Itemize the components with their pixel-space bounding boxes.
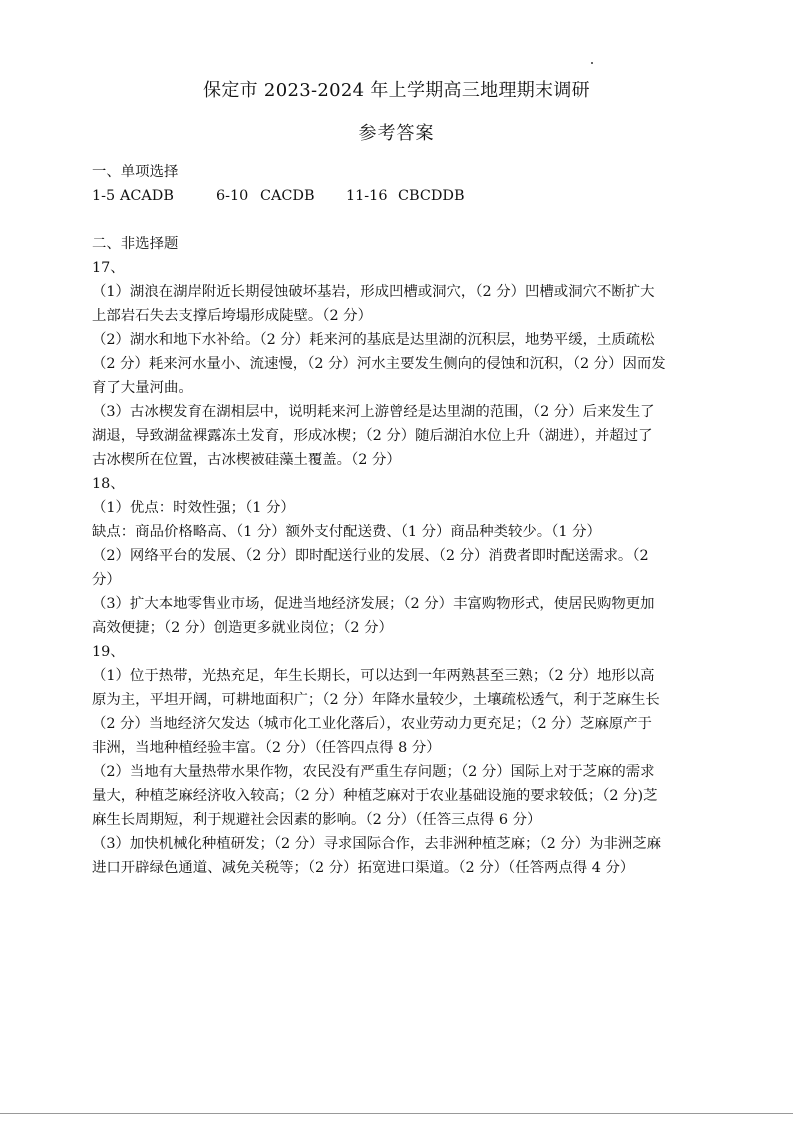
answer-line: （3）古冰楔发育在湖相层中，说明耗来河上游曾经是达里湖的范围，（2 分）后来发生了: [92, 404, 655, 420]
answer-line: 分）: [92, 572, 121, 588]
page-bottom-rule: [0, 1113, 793, 1114]
answer-line: 19、: [92, 644, 125, 660]
mc-range-1: 1-5: [92, 188, 116, 204]
answer-line: 量大，种植芝麻经济收入较高；（2 分）种植芝麻对于农业基础设施的要求较低；（2 分)芝: [92, 788, 658, 804]
answer-line: 17、: [92, 260, 125, 276]
answer-line: （2 分）耗来河水量小、流速慢，（2 分）河水主要发生侧向的侵蚀和沉积，（2 分）因而发: [92, 356, 666, 372]
document-title: 保定市 2023-2024 年上学期高三地理期末调研: [203, 80, 590, 101]
answer-line: （2）当地有大量热带水果作物，农民没有严重生存问题；（2 分）国际上对于芝麻的需求: [92, 764, 655, 780]
mc-answers-1: ACADB: [120, 188, 174, 204]
free-response-answers: [92, 256, 724, 880]
answer-line: （1）优点：时效性强；（1 分）: [92, 500, 295, 516]
answer-line: 非洲，当地种植经验丰富。（2 分）（任答四点得 8 分）: [92, 740, 441, 756]
answer-line: （2）网络平台的发展、（2 分）即时配送行业的发展、（2 分）消费者即时配送需求。（2: [92, 548, 649, 564]
scan-dot: [591, 62, 593, 64]
answer-line: （1）湖浪在湖岸附近长期侵蚀破坏基岩，形成凹槽或洞穴，（2 分）凹槽或洞穴不断扩大: [92, 284, 655, 300]
answer-line: （2 分）当地经济欠发达（城市化工业化落后），农业劳动力更充足；（2 分）芝麻原产于: [92, 716, 652, 732]
answer-line: （3）扩大本地零售业市场，促进当地经济发展；（2 分）丰富购物形式，使居民购物更加: [92, 596, 655, 612]
answer-line: （2）湖水和地下水补给。（2 分）耗来河的基底是达里湖的沉积层，地势平缓，土质疏松: [92, 332, 655, 348]
answer-line: 湖退，导致湖盆裸露冻土发育，形成冰楔；（2 分）随后湖泊水位上升（湖进），并超过了: [92, 428, 653, 444]
answer-line: 进口开辟绿色通道、减免关税等；（2 分）拓宽进口渠道。（2 分）（任答两点得 4 分）: [92, 860, 635, 876]
answer-line: 麻生长周期短，利于规避社会因素的影响。（2 分）（任答三点得 6 分）: [92, 812, 542, 828]
answer-line: （3）加快机械化种植研发；（2 分）寻求国际合作，去非洲种植芝麻；（2 分）为非洲芝麻: [92, 836, 662, 852]
document-subtitle: 参考答案: [358, 123, 435, 144]
mc-range-3: 11-16: [346, 188, 388, 204]
answer-line: 18、: [92, 476, 125, 492]
section-heading-multiple-choice: 一、单项选择: [92, 164, 179, 180]
mc-answers-2: CACDB: [260, 188, 315, 204]
answer-line: 原为主，平坦开阔，可耕地面积广；（2 分）年降水量较少，土壤疏松透气，利于芝麻生长: [92, 692, 660, 708]
answer-line: 育了大量河曲。: [92, 380, 193, 396]
spacer: [92, 208, 724, 232]
answer-line: 缺点：商品价格略高、（1 分）额外支付配送费、（1 分）商品种类较少。（1 分）: [92, 524, 601, 540]
answer-content: [92, 160, 724, 880]
answer-line: 上部岩石失去支撑后垮塌形成陡壁。（2 分）: [92, 308, 372, 324]
mc-answers-3: CBCDDB: [398, 188, 465, 204]
answer-line: 古冰楔所在位置，古冰楔被硅藻土覆盖。（2 分）: [92, 452, 401, 468]
section-heading-free-response: 二、非选择题: [92, 236, 179, 252]
mc-range-2: 6-10: [216, 188, 249, 204]
answer-line: 高效便捷；（2 分）创造更多就业岗位；（2 分）: [92, 620, 393, 636]
answer-line: （1）位于热带，光热充足，年生长期长，可以达到一年两熟甚至三熟；（2 分）地形以高: [92, 668, 655, 684]
multiple-choice-answers: [92, 184, 724, 208]
